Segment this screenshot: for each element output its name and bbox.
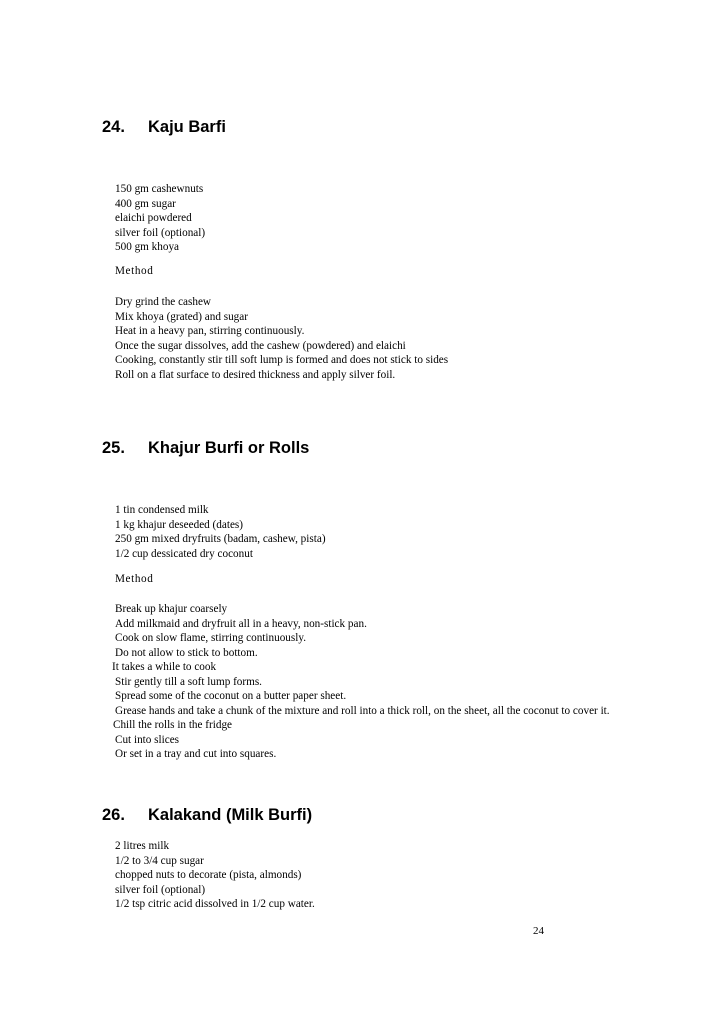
step-item: Add milkmaid and dryfruit all in a heavy, non-stick pan. [115, 617, 367, 630]
step-item: Once the sugar dissolves, add the cashew (powdered) and elaichi [115, 339, 406, 352]
recipe-number: 25. [102, 439, 125, 457]
recipe-title: Kaju Barfi [148, 118, 226, 136]
ingredient-item: elaichi powdered [115, 212, 192, 224]
step-item: Break up khajur coarsely [115, 603, 228, 615]
ingredient-item: silver foil (optional) [115, 226, 206, 239]
ingredient-item: silver foil (optional) [115, 883, 206, 896]
step-item: Heat in a heavy pan, stirring continuously. [115, 325, 305, 337]
ingredient-item: 2 litres milk [115, 840, 170, 852]
step-item: Do not allow to stick to bottom. [115, 646, 258, 659]
ingredient-item: 500 gm khoya [115, 241, 180, 253]
recipe-25-ingredients [115, 503, 326, 561]
ingredient-item: 400 gm sugar [115, 197, 176, 210]
recipe-24-steps [115, 295, 448, 382]
step-item: Spread some of the coconut on a butter paper sheet. [115, 690, 347, 702]
ingredient-item: 1/2 tsp citric acid dissolved in 1/2 cup water. [115, 898, 315, 910]
step-item: Cooking, constantly stir till soft lump is formed and does not stick to sides [115, 354, 449, 366]
step-item: Roll on a flat surface to desired thickness and apply silver foil. [115, 368, 396, 381]
step-item: Chill the rolls in the fridge [113, 719, 233, 731]
step-item: Cut into slices [115, 733, 180, 746]
recipe-number: 24. [102, 118, 125, 136]
recipe-24-heading [102, 118, 226, 137]
step-item: Dry grind the cashew [115, 296, 211, 308]
recipe-25-method-label: Method [115, 573, 154, 585]
step-item: Cook on slow flame, stirring continuously. [115, 632, 307, 644]
ingredient-item: chopped nuts to decorate (pista, almonds) [115, 869, 302, 881]
ingredient-item: 150 gm cashewnuts [115, 183, 204, 195]
recipe-26-heading [102, 806, 312, 825]
step-item: Grease hands and take a chunk of the mixture and roll into a thick roll, on the sheet, all the coconut to cover it. [115, 704, 610, 717]
ingredient-item: 1 kg khajur deseeded (dates) [115, 518, 243, 531]
recipe-title: Kalakand (Milk Burfi) [148, 806, 313, 824]
ingredient-item: 1/2 to 3/4 cup sugar [115, 854, 204, 867]
step-item: Stir gently till a soft lump forms. [115, 675, 262, 688]
ingredient-item: 1 tin condensed milk [115, 504, 209, 516]
step-item: It takes a while to cook [112, 661, 217, 673]
recipe-number: 26. [102, 806, 125, 824]
page-number: 24 [533, 925, 544, 937]
recipe-25-heading [102, 439, 309, 458]
recipe-26-ingredients [115, 839, 315, 912]
recipe-title: Khajur Burfi or Rolls [148, 439, 310, 457]
step-item: Mix khoya (grated) and sugar [115, 310, 248, 323]
recipe-24-ingredients [115, 182, 205, 255]
ingredient-item: 1/2 cup dessicated dry coconut [115, 547, 253, 560]
ingredient-item: 250 gm mixed dryfruits (badam, cashew, pista) [115, 533, 326, 545]
recipe-24-method-label: Method [115, 265, 154, 277]
step-item: Or set in a tray and cut into squares. [115, 748, 277, 760]
recipe-25-steps [112, 602, 610, 762]
